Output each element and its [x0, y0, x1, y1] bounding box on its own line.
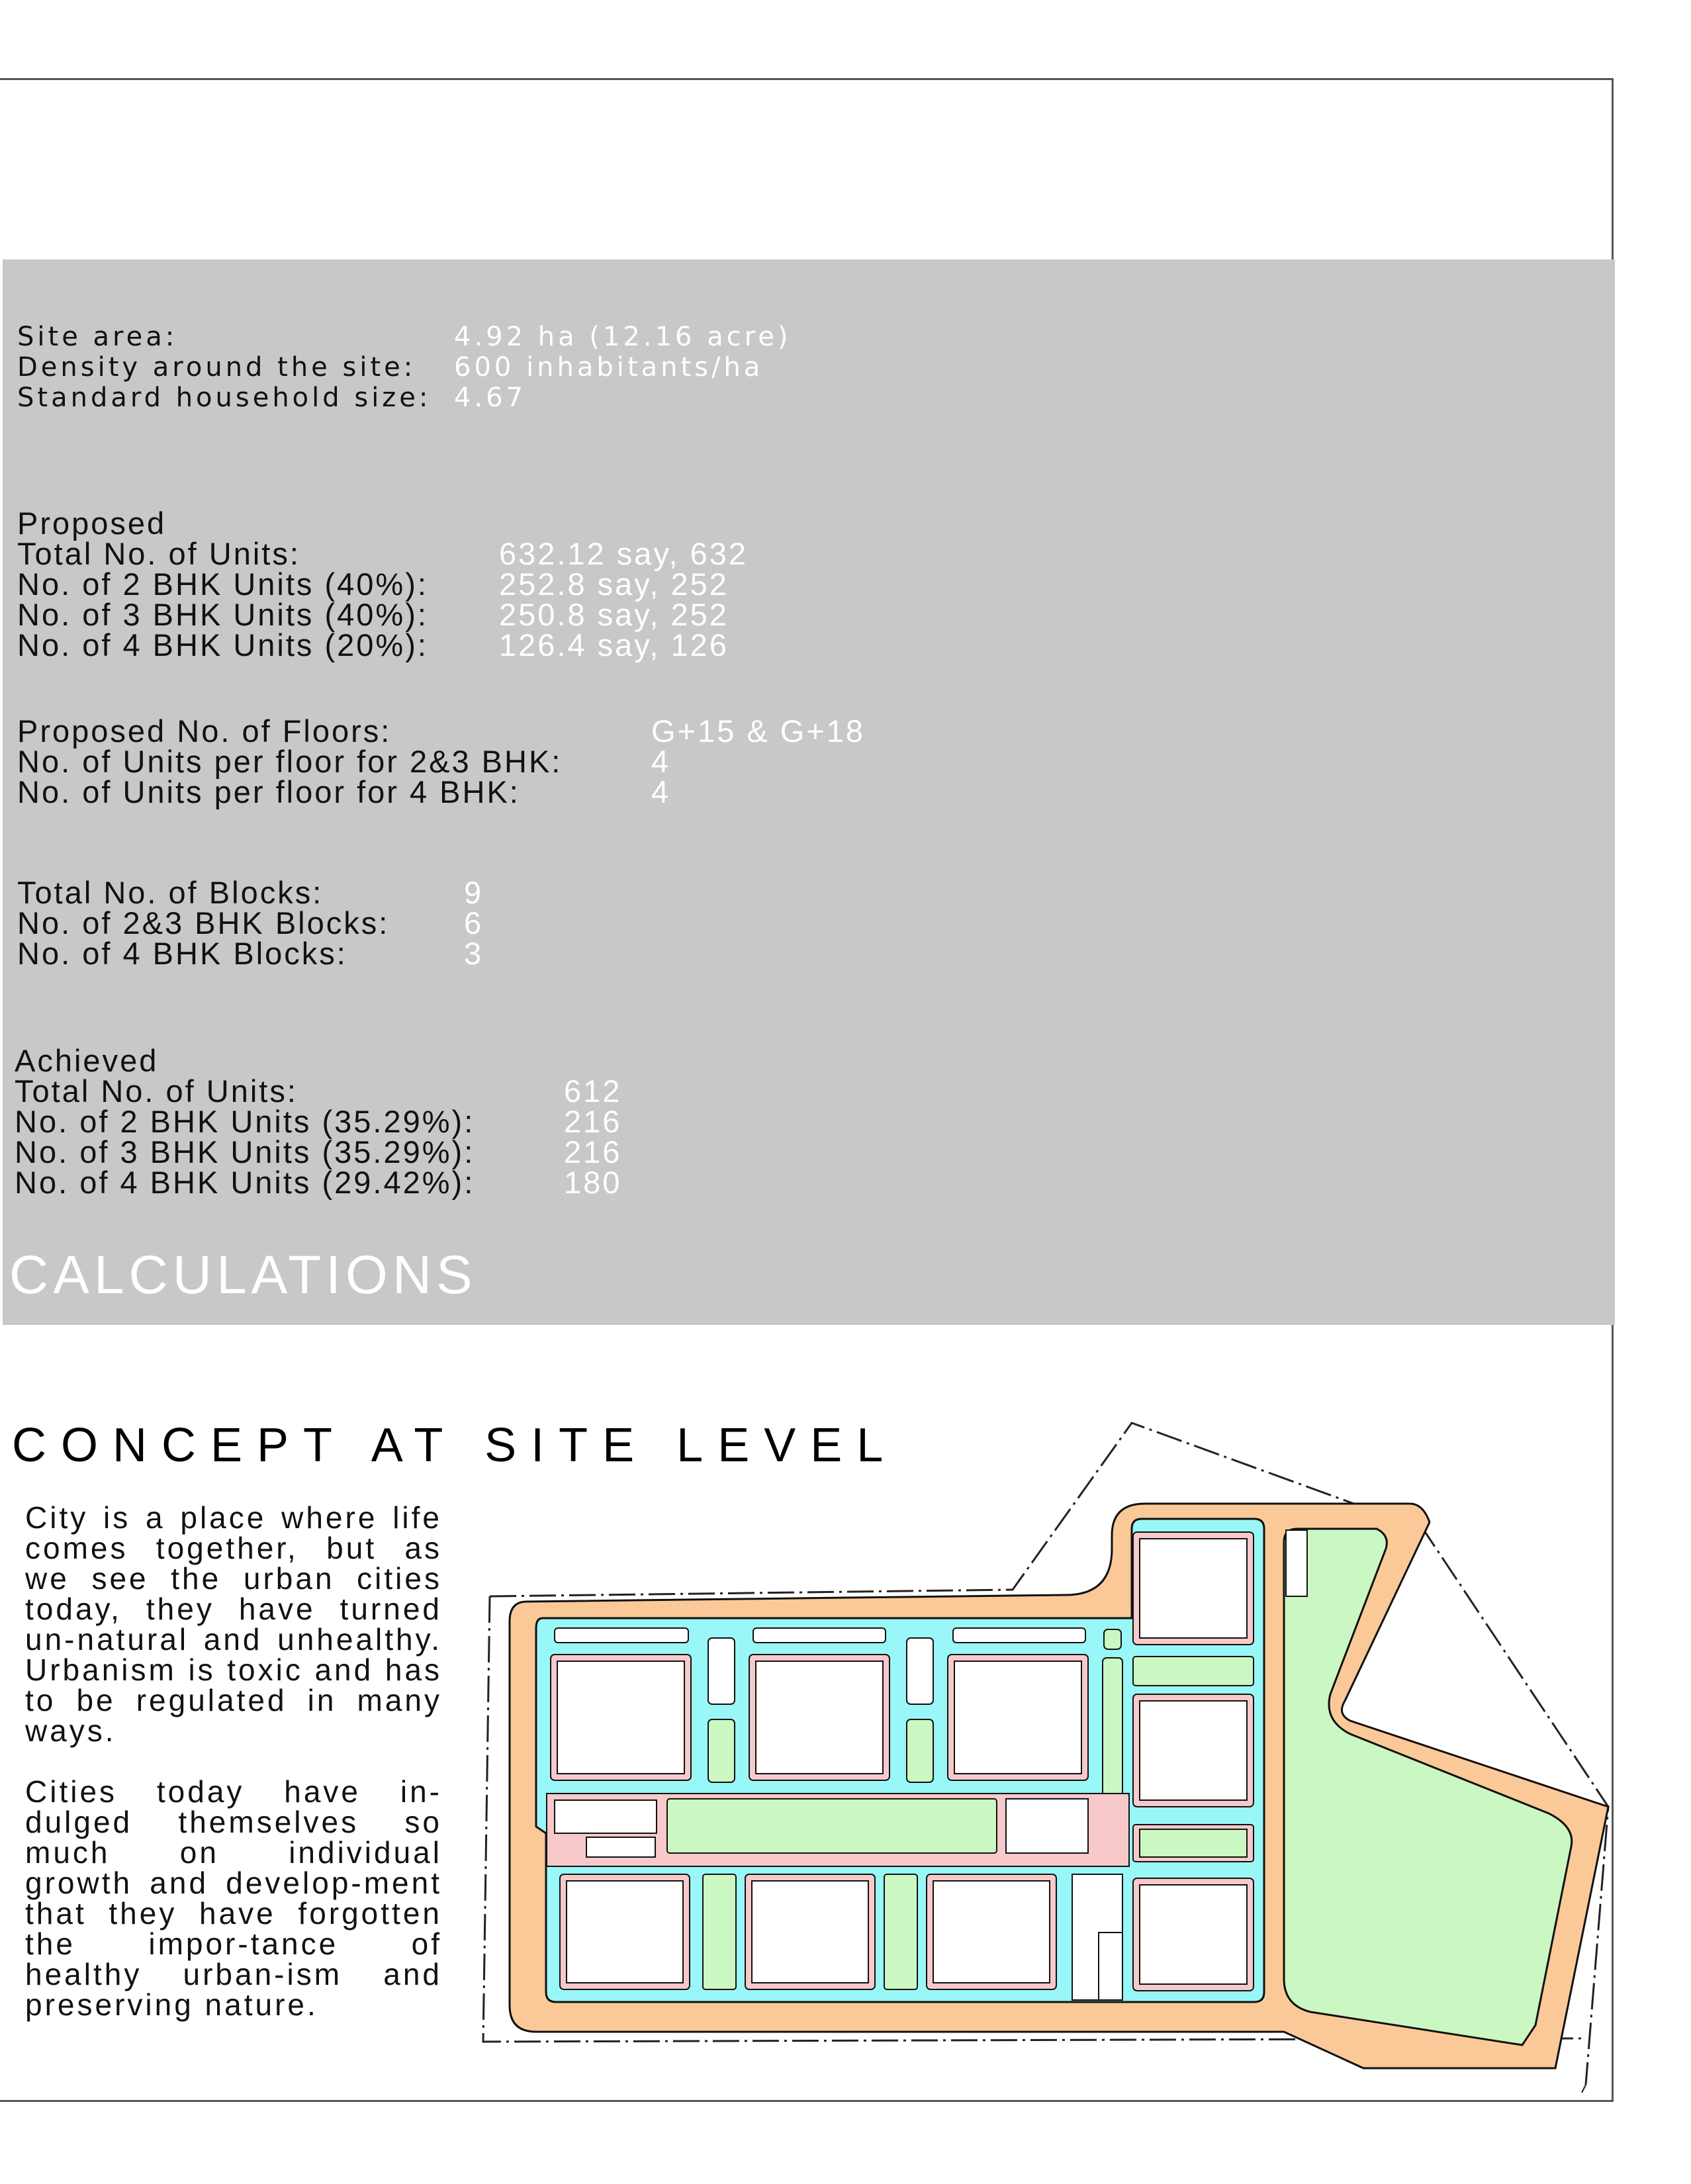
site-row-density: [17, 352, 791, 383]
proposed-3bhk-label: No. of 3 BHK Units (40%):: [17, 597, 428, 632]
achieved-3bhk-value: 216: [564, 1134, 622, 1169]
site-area-value: 4.92 ha (12.16 acre): [454, 322, 792, 352]
housing-block-inner: [557, 1661, 684, 1774]
green-strip: [1133, 1657, 1254, 1686]
concept-title: CONCEPT AT SITE LEVEL: [12, 1419, 898, 1472]
housing-block-inner: [1140, 1701, 1247, 1800]
concept-paragraph: Cities today have in-dulged themselves so much on individual growth and develop-ment that they have forgotten the impor-tance of healthy urban-ism and preserving nature.: [25, 1774, 442, 2022]
household-size-label: Standard household size:: [17, 383, 432, 413]
proposed-total-value: 632.12 say, 632: [499, 536, 748, 571]
blocks-23-value: 6: [464, 905, 484, 940]
amenity-building: [586, 1837, 655, 1857]
blocks-row: [17, 875, 484, 910]
proposed-row: [17, 597, 748, 632]
achieved-2bhk-label: No. of 2 BHK Units (35.29%):: [15, 1104, 475, 1139]
gate-structure: [1286, 1530, 1307, 1596]
proposed-2bhk-value: 252.8 say, 252: [499, 567, 729, 602]
achieved-row: [15, 1167, 621, 1198]
calculations-panel: [3, 259, 1615, 1325]
achieved-heading: Achieved: [15, 1043, 159, 1078]
calculations-title: CALCULATIONS: [9, 1245, 477, 1305]
proposed-2bhk-label: No. of 2 BHK Units (40%):: [17, 567, 428, 602]
proposed-section: [17, 508, 748, 660]
achieved-3bhk-label: No. of 3 BHK Units (35.29%):: [15, 1134, 475, 1169]
amenity-building: [1006, 1799, 1088, 1853]
density-label: Density around the site:: [17, 352, 416, 383]
service-core: [708, 1638, 735, 1704]
achieved-total-value: 612: [564, 1073, 622, 1109]
achieved-row: [15, 1104, 622, 1139]
site-row-household: [17, 383, 791, 413]
total-blocks-label: Total No. of Blocks:: [17, 875, 324, 910]
service-core: [907, 1638, 933, 1704]
green-pocket: [703, 1874, 736, 1989]
proposed-4bhk-label: No. of 4 BHK Units (20%):: [17, 627, 428, 662]
site-area-label: Site area:: [17, 322, 178, 352]
units-per-floor-4-value: 4: [651, 774, 671, 809]
concept-description: [25, 1502, 442, 2020]
blocks-row: [17, 905, 484, 940]
blocks-4-label: No. of 4 BHK Blocks:: [17, 936, 347, 971]
proposed-4bhk-value: 126.4 say, 126: [499, 627, 729, 662]
housing-block-inner: [1140, 1539, 1247, 1638]
site-row-area: [17, 322, 791, 352]
achieved-total-label: Total No. of Units:: [15, 1073, 298, 1109]
site-plan-drawing: [457, 1377, 1635, 2118]
green-pocket: [907, 1719, 933, 1782]
floors-label: Proposed No. of Floors:: [17, 713, 392, 749]
proposed-3bhk-value: 250.8 say, 252: [499, 597, 729, 632]
green-pocket: [884, 1874, 917, 1989]
total-blocks-value: 9: [464, 875, 484, 910]
housing-block-inner: [567, 1881, 683, 1983]
achieved-row: [15, 1073, 622, 1109]
units-per-floor-23-label: No. of Units per floor for 2&3 BHK:: [17, 744, 563, 779]
floors-row: [17, 744, 865, 779]
blocks-row: [17, 938, 483, 969]
amenity-building: [555, 1800, 657, 1833]
proposed-row: [17, 627, 748, 662]
proposed-row: [17, 536, 748, 571]
units-per-floor-4-label: No. of Units per floor for 4 BHK:: [17, 774, 520, 809]
building-strip: [555, 1628, 688, 1643]
floors-section: [17, 713, 866, 809]
site-boundary-line: [1582, 2085, 1586, 2093]
achieved-4bhk-value: 180: [564, 1165, 622, 1200]
proposed-total-label: Total No. of Units:: [17, 536, 300, 571]
service-building: [1099, 1933, 1122, 2000]
blocks-section: [17, 875, 484, 971]
site-info: [17, 322, 791, 413]
housing-block-inner: [756, 1661, 883, 1774]
achieved-section: [15, 1043, 622, 1200]
floors-row: [17, 774, 865, 809]
achieved-2bhk-value: 216: [564, 1104, 622, 1139]
green-strip-inner: [1140, 1829, 1247, 1857]
housing-block-inner: [933, 1881, 1050, 1983]
housing-block-inner: [954, 1661, 1081, 1774]
concept-paragraph: City is a place where life comes together, but as we see the urban cities today, they have turned un-natural and unhealthy. Urbanism is toxic and has to be regulated in many ways.: [25, 1500, 442, 1748]
achieved-row: [15, 1134, 622, 1169]
central-green-strip: [667, 1799, 997, 1853]
blocks-4-value: 3: [464, 936, 484, 971]
floors-value: G+15 & G+18: [651, 713, 866, 749]
proposed-heading: Proposed: [17, 506, 167, 541]
green-pocket: [708, 1719, 735, 1782]
achieved-4bhk-label: No. of 4 BHK Units (29.42%):: [15, 1165, 475, 1200]
housing-block-inner: [752, 1881, 868, 1983]
floors-row: [17, 713, 866, 749]
blocks-23-label: No. of 2&3 BHK Blocks:: [17, 905, 390, 940]
housing-block-inner: [1140, 1885, 1247, 1984]
density-value: 600 inhabitants/ha: [454, 352, 764, 383]
building-strip: [953, 1628, 1085, 1643]
green-dot: [1104, 1629, 1121, 1649]
proposed-row: [17, 569, 748, 600]
building-strip: [753, 1628, 886, 1643]
household-size-value: 4.67: [454, 383, 527, 413]
units-per-floor-23-value: 4: [651, 744, 671, 779]
